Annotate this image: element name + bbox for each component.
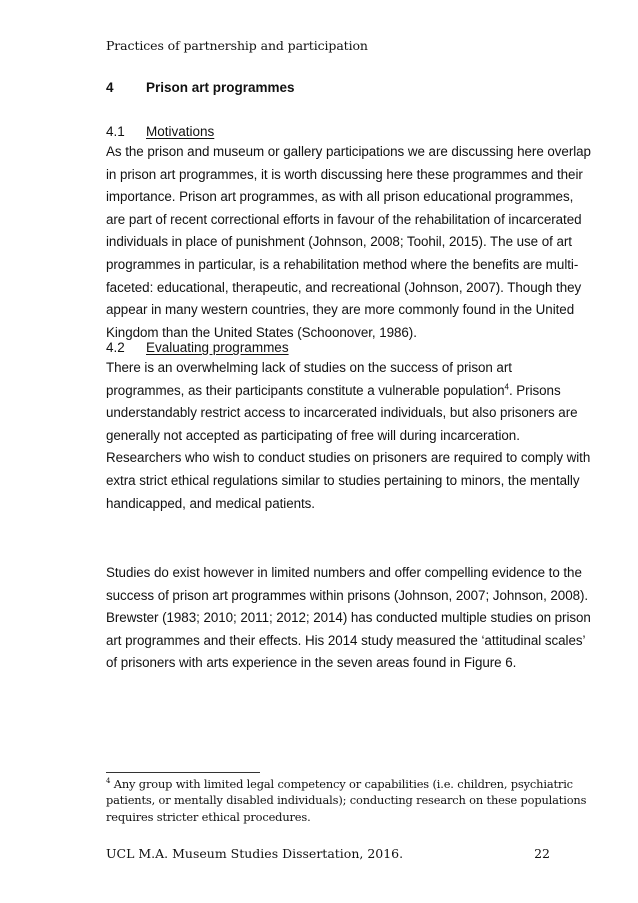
footnote-line xyxy=(106,776,586,792)
text-line: extra strict ethical regulations similar to studies pertaining to minors, the mentally xyxy=(106,472,580,488)
text-line: Studies do exist however in limited numbers and offer compelling evidence to the xyxy=(106,565,582,580)
footnote-line: patients, or mentally disabled individuals); conducting research on these populations xyxy=(106,793,587,808)
text-line: There is an overwhelming lack of studies on the success of prison art xyxy=(106,360,512,375)
text-line: art programmes and their effects. His 2014 study measured the ‘attitudinal scales’ xyxy=(106,632,586,648)
footnote-marker: 4 xyxy=(106,777,111,786)
text-line: As the prison and museum or gallery participations we are discussing here overlap xyxy=(106,144,591,159)
section-title: Evaluating programmes xyxy=(146,340,289,355)
chapter-title: Prison art programmes xyxy=(146,80,295,95)
footnote-line: requires stricter ethical procedures. xyxy=(106,809,311,824)
text-line: faceted: educational, therapeutic, and recreational (Johnson, 2007). Though they xyxy=(106,279,582,295)
text-fragment: programmes, as their participants constitute a vulnerable population xyxy=(106,382,505,398)
running-header: Practices of partnership and participation xyxy=(106,38,368,53)
section-title: Motivations xyxy=(146,124,215,139)
text-line: handicapped, and medical patients. xyxy=(106,495,315,511)
text-line: Kingdom than the United States (Schoonover, 1986). xyxy=(106,324,417,340)
page-number: 22 xyxy=(534,846,550,861)
text-line: generally not accepted as participating of free will during incarceration. xyxy=(106,427,520,443)
text-line: individuals in place of punishment (Johnson, 2008; Toohil, 2015). The use of art xyxy=(106,234,572,250)
section-number: 4.2 xyxy=(106,340,125,355)
text-line: Researchers who wish to conduct studies on prisoners are required to comply with xyxy=(106,450,591,466)
section-number: 4.1 xyxy=(106,124,125,139)
text-line xyxy=(106,380,561,403)
text-line: appear in many western countries, they are more commonly found in the United xyxy=(106,302,575,318)
text-line: programmes in particular, is a rehabilitation method where the benefits are multi- xyxy=(106,256,579,272)
paragraph-motivations xyxy=(106,141,591,344)
text-fragment: . Prisons xyxy=(508,382,561,398)
text-line: are part of recent correctional efforts in favour of the rehabilitation of incarcerated xyxy=(106,211,582,227)
text-line: in prison art programmes, it is worth discussing here these programmes and their xyxy=(106,166,583,182)
text-line: Brewster (1983; 2010; 2011; 2012; 2014) has conducted multiple studies on prison xyxy=(106,610,591,626)
footnote-reference[interactable]: 4 xyxy=(504,382,509,392)
text-line: understandably restrict access to incarcerated individuals, but also prisoners are xyxy=(106,405,578,421)
section-heading-4-1 xyxy=(106,124,214,139)
paragraph-studies xyxy=(106,562,591,675)
text-line: importance. Prison art programmes, as with all prison educational programmes, xyxy=(106,189,574,205)
chapter-number: 4 xyxy=(106,80,114,95)
footnote xyxy=(106,776,586,825)
paragraph-evaluating xyxy=(106,357,591,515)
footer-text: UCL M.A. Museum Studies Dissertation, 2016. xyxy=(106,846,404,861)
section-heading-4-2 xyxy=(106,340,289,355)
chapter-heading xyxy=(106,80,295,95)
footnote-separator xyxy=(106,772,260,773)
text-line: success of prison art programmes within prisons (Johnson, 2007; Johnson, 2008). xyxy=(106,587,589,603)
text-fragment: Any group with limited legal competency or capabilities (i.e. children, psychiatric xyxy=(110,777,573,791)
text-line: of prisoners with arts experience in the seven areas found in Figure 6. xyxy=(106,655,517,671)
running-footer xyxy=(106,846,550,861)
